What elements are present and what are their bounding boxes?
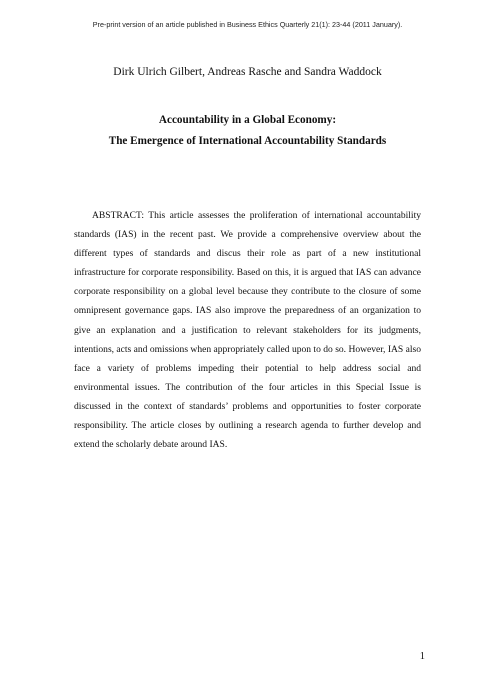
abstract-paragraph: ABSTRACT: This article assesses the proliferation of international accountability standards (IAS) in the recent past. We provide a comprehensive overview about the different types of standards and discus their role as part of a new institutional infrastructure for corporate responsibility. Based on this, it is argued that IAS can advance corporate responsibility on a global level because they contribute to the closure of some omnipresent governance gaps. IAS also improve the preparedness of an organization to give an explanation and a justification to relevant stakeholders for its judgments, intentions, acts and omissions when appropriately called upon to do so. However, IAS also face a variety of problems impeding their potential to help address social and environmental issues. The contribution of the four articles in this Special Issue is discussed in the context of standards’ problems and opportunities to foster corporate responsibility. The article closes by outlining a research agenda to further develop and extend the scholarly debate around IAS. — [74, 210, 421, 451]
preprint-note: Pre-print version of an article published in Business Ethics Quarterly 21(1): 23-44 (2011 January). — [92, 20, 403, 29]
page-number: 1 — [419, 651, 425, 662]
author-list: Dirk Ulrich Gilbert, Andreas Rasche and Sandra Waddock — [113, 66, 382, 78]
article-title-line-2: The Emergence of International Accountability Standards — [108, 135, 387, 147]
article-title-line-1: Accountability in a Global Economy: — [158, 114, 337, 126]
